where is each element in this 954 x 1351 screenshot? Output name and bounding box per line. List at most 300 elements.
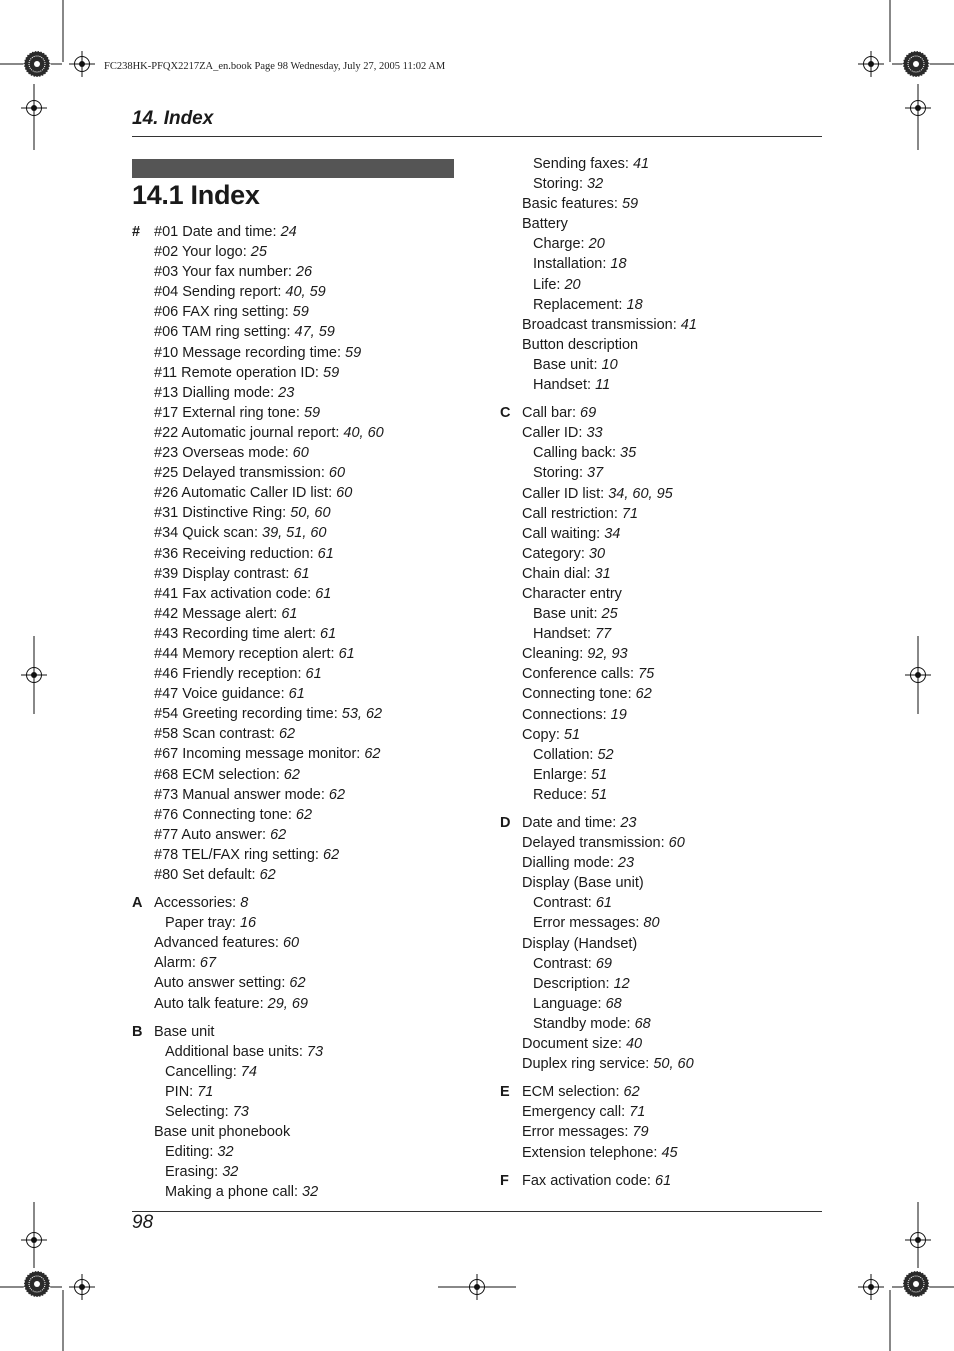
index-term: #11 Remote operation ID: [154,364,323,381]
index-entry [500,833,697,853]
index-term: #67 Incoming message monitor: [154,746,365,763]
index-subentry [500,974,697,994]
index-page-refs: 25 [250,244,267,261]
index-entry [132,403,384,423]
index-term: #77 Auto answer: [154,826,271,843]
index-page-refs: 60 [292,445,309,462]
index-subentry [500,463,697,483]
index-term: Contrast: [533,895,596,912]
index-page-refs: 61 [305,666,322,683]
index-page-refs: 51 [591,766,608,783]
index-term: Date and time: [522,815,621,831]
index-entry [132,383,384,403]
index-term: Reduce: [533,786,592,803]
index-page-refs: 40 [625,1036,643,1053]
index-page-refs: 60 [328,465,346,482]
index-entry [500,544,697,564]
index-entry [500,1102,697,1122]
index-term: Handset: [533,626,596,643]
index-subentry [500,785,697,805]
index-page-refs: 51 [563,726,581,743]
index-term: #47 Voice guidance: [154,686,289,703]
index-entry [500,813,697,833]
index-page-refs: 32 [587,176,604,193]
index-letter: B [132,1023,143,1040]
index-subentry [500,443,697,463]
index-term: Accessories: [154,895,241,912]
index-term: Editing: [165,1144,218,1161]
index-term: #54 Greeting recording time: [154,706,342,723]
index-page-refs: 61 [320,625,337,642]
index-page-refs: 69 [595,955,612,972]
index-page-refs: 68 [634,1015,651,1032]
index-term: Base unit: [533,606,602,623]
index-term: Dialling mode: [522,855,618,872]
index-term: Conference calls: [522,666,639,683]
index-entry [132,443,384,463]
index-subentry [132,913,384,933]
index-term: #13 Dialling mode: [154,384,279,401]
index-page-refs: 30 [588,545,606,562]
index-subentry [500,295,697,315]
index-entry [132,785,384,805]
index-entry [500,664,697,684]
index-page-refs: 73 [306,1043,324,1060]
index-term: PIN: [165,1083,198,1100]
index-page-refs: 20 [588,236,605,253]
index-term: #34 Quick scan: [154,525,262,542]
index-term: Cancelling: [165,1063,241,1080]
index-term: Category: [522,545,589,562]
index-subentry [500,174,697,194]
index-page-refs: 11 [595,377,611,394]
index-term: Standby mode: [533,1015,635,1032]
index-page-refs: 37 [587,465,604,482]
index-term: Cleaning: [522,646,588,663]
index-term: #36 Receiving reduction: [154,545,318,562]
index-term: Error messages: [533,915,644,932]
index-term: #80 Set default: [154,867,260,883]
index-page-refs: 59 [292,304,309,321]
index-entry [132,973,384,993]
index-term: Call bar: [522,405,581,422]
index-group [132,1022,384,1203]
index-entry [132,704,384,724]
index-term: #03 Your fax number: [154,264,296,281]
index-page-refs: 60 [282,935,300,952]
index-entry [132,765,384,785]
index-entry [132,423,384,443]
index-page-refs: 50, 60 [653,1056,694,1073]
index-page-refs: 71 [621,505,639,522]
index-entry [132,463,384,483]
index-entry [132,222,384,242]
index-term: Auto talk feature: [154,995,268,1012]
index-page-refs: 62 [259,867,276,883]
index-letter: A [132,895,143,912]
index-entry [132,544,384,564]
index-term: Fax activation code: [522,1172,655,1189]
index-subentry [500,1014,697,1034]
index-page-refs: 19 [610,706,627,723]
index-page-refs: 62 [623,1084,640,1101]
index-term: #17 External ring tone: [154,404,304,421]
index-group [500,403,697,805]
index-entry [500,1054,697,1074]
index-page-refs: 50, 60 [290,505,331,522]
index-letter: E [500,1084,510,1101]
index-term: Handset: [533,377,596,394]
index-page-refs: 62 [635,686,652,703]
index-entry [500,403,697,423]
index-term: Caller ID list: [522,485,609,502]
index-entry [500,644,697,664]
index-subentry [500,954,697,974]
index-page-refs: 34 [604,525,621,542]
index-subentry [132,1062,384,1082]
index-page-refs: 52 [597,746,614,763]
index-subentry [500,254,697,274]
index-term: Duplex ring service: [522,1056,654,1073]
index-page-refs: 62 [270,826,287,843]
index-subentry [500,893,697,913]
index-term: Battery [522,216,568,233]
index-entry [132,242,384,262]
index-page-refs: 45 [661,1144,678,1161]
index-entry [500,194,697,214]
index-subentry [132,1162,384,1182]
index-entry [132,953,384,973]
index-entry [132,1022,384,1042]
index-subentry [500,604,697,624]
index-term: Storing: [533,176,587,193]
index-term: Charge: [533,236,589,253]
index-group [500,813,697,1074]
index-page-refs: 59 [345,344,362,361]
index-page-refs: 29, 69 [267,995,308,1012]
index-page-refs: 59 [621,196,639,213]
index-term: Advanced features: [154,935,283,952]
index-term: #10 Message recording time: [154,344,346,361]
index-entry [500,484,697,504]
index-page-refs: 59 [323,364,340,381]
index-group [500,1171,697,1191]
index-subentry [132,1142,384,1162]
index-subentry [500,355,697,375]
index-entry [132,564,384,584]
index-page-refs: 20 [564,276,581,293]
index-page-refs: 23 [620,815,637,831]
index-subentry [500,994,697,1014]
index-letter: F [500,1172,509,1189]
index-page-refs: 61 [338,645,355,662]
index-term: #58 Scan contrast: [154,726,279,743]
index-page-refs: 61 [293,565,310,582]
index-term: #06 TAM ring setting: [154,324,295,341]
section-title: 14. Index [132,108,214,129]
index-entry [132,302,384,322]
index-subentry [132,1182,384,1202]
footer-rule [132,1211,822,1212]
index-subentry [500,234,697,254]
index-term: Collation: [533,746,598,763]
index-subentry [500,275,697,295]
index-page-refs: 62 [283,766,300,783]
index-term: Basic features: [522,196,622,213]
index-term: #01 Date and time: [154,224,281,240]
index-term: Connecting tone: [522,686,636,703]
index-page-refs: 62 [323,846,340,863]
index-entry [132,644,384,664]
index-term: Contrast: [533,955,596,972]
index-entry [132,503,384,523]
index-term: #39 Display contrast: [154,565,294,582]
index-page-refs: 79 [632,1124,649,1141]
index-term: Base unit: [533,356,602,373]
index-term: #42 Message alert: [154,605,282,622]
index-term: #46 Friendly reception: [154,666,306,683]
index-column-right [500,154,697,1199]
index-term: Button description [522,336,639,353]
index-term: Delayed transmission: [522,835,669,852]
index-entry [500,564,697,584]
index-entry [500,705,697,725]
index-page-refs: 71 [629,1104,646,1121]
index-entry [132,865,384,885]
index-entry [500,1082,697,1102]
index-term: Base unit phonebook [154,1124,291,1141]
index-entry [132,825,384,845]
index-term: Emergency call: [522,1104,630,1121]
index-term: #44 Memory reception alert: [154,645,339,662]
index-entry [132,994,384,1014]
index-page-refs: 16 [239,915,257,932]
index-entry [500,423,697,443]
index-subentry [500,765,697,785]
index-entry [500,315,697,335]
index-page-refs: 62 [328,786,346,803]
index-entry [132,363,384,383]
index-page-refs: 77 [595,626,612,643]
index-page-refs: 31 [594,565,611,582]
index-term: Life: [533,276,565,293]
index-term: Copy: [522,726,564,743]
index-page-refs: 73 [232,1104,249,1121]
index-page-refs: 34, 60, 95 [608,485,673,502]
index-page-refs: 18 [610,256,627,273]
index-entry [132,282,384,302]
index-term: Display (Handset) [522,935,638,952]
index-page-refs: 32 [302,1184,319,1201]
header-rule [132,136,822,137]
index-term: Alarm: [154,955,200,972]
index-entry [132,893,384,913]
index-entry [132,933,384,953]
index-term: Character entry [522,585,622,602]
index-page-refs: 51 [591,786,608,803]
index-entry [132,724,384,744]
index-term: ECM selection: [522,1084,624,1101]
index-term: #73 Manual answer mode: [154,786,329,803]
index-page-refs: 32 [217,1144,234,1161]
index-page-refs: 41 [680,316,697,333]
index-page-refs: 62 [364,746,381,763]
index-entry [132,343,384,363]
index-page-refs: 62 [289,975,306,992]
index-page-refs: 26 [295,264,313,281]
index-entry [500,214,697,234]
index-term: Paper tray: [165,915,240,932]
index-entry [132,322,384,342]
index-term: Making a phone call: [165,1184,303,1201]
index-term: #26 Automatic Caller ID list: [154,485,337,502]
index-page-refs: 24 [280,224,297,240]
index-page-refs: 74 [240,1063,257,1080]
index-page-refs: 41 [632,156,650,172]
index-subentry [500,624,697,644]
index-entry [500,1143,697,1163]
heading-bar [132,159,454,178]
index-term: Call restriction: [522,505,622,522]
index-letter: C [500,405,511,422]
index-group [132,222,384,885]
index-entry [132,744,384,764]
index-page-refs: 92, 93 [587,646,628,663]
index-page-refs: 35 [620,445,637,462]
index-term: Description: [533,975,614,992]
index-term: Document size: [522,1036,626,1053]
index-page-refs: 39, 51, 60 [262,525,327,542]
index-page-refs: 61 [281,605,298,622]
index-entry [132,483,384,503]
index-term: Call waiting: [522,525,605,542]
page-heading: 14.1 Index [132,180,260,210]
index-term: #02 Your logo: [154,244,251,261]
index-entry [500,725,697,745]
index-page-refs: 69 [580,405,597,422]
index-entry [132,262,384,282]
index-entry [500,934,697,954]
index-term: #31 Distinctive Ring: [154,505,291,522]
index-term: Chain dial: [522,565,595,582]
index-entry [132,1122,384,1142]
index-page-refs: 62 [278,726,296,743]
index-entry [500,1034,697,1054]
index-subentry [500,375,697,395]
index-subentry [500,913,697,933]
index-entry [500,524,697,544]
file-header: FC238HK-PFQX2217ZA_en.book Page 98 Wednesday, July 27, 2005 11:02 AM [104,61,446,72]
index-term: Base unit [154,1023,215,1040]
index-term: Error messages: [522,1124,633,1141]
index-page-refs: 75 [638,666,655,683]
index-term: #68 ECM selection: [154,766,284,783]
index-entry [500,504,697,524]
index-term: Replacement: [533,296,627,313]
index-subentry [500,154,697,174]
index-entry [500,853,697,873]
index-term: Auto answer setting: [154,975,290,992]
index-term: #25 Delayed transmission: [154,465,329,482]
index-term: #23 Overseas mode: [154,445,293,462]
index-term: #78 TEL/FAX ring setting: [154,846,323,863]
index-term: Selecting: [165,1104,233,1121]
index-entry [132,845,384,865]
index-term: Extension telephone: [522,1144,662,1161]
index-page-refs: 61 [288,686,305,703]
index-term: #04 Sending report: [154,284,286,301]
index-entry [500,584,697,604]
index-page-refs: 47, 59 [294,324,335,341]
index-page-refs: 40, 60 [343,424,384,441]
index-page-refs: 67 [199,955,217,972]
index-term: #43 Recording time alert: [154,625,321,642]
index-term: Calling back: [533,445,621,462]
index-term: #76 Connecting tone: [154,806,296,823]
index-group [500,1082,697,1162]
index-page-refs: 23 [617,855,635,872]
page-number: 98 [132,1212,154,1233]
index-group [500,154,697,395]
index-page-refs: 12 [613,975,630,992]
index-term: #41 Fax activation code: [154,585,316,602]
index-page-refs: 60 [336,485,353,502]
index-page-refs: 59 [303,404,321,421]
index-entry [500,1122,697,1142]
index-page-refs: 8 [240,895,249,912]
index-term: Additional base units: [165,1043,307,1060]
index-page-refs: 61 [317,545,334,562]
index-letter: D [500,815,511,831]
index-entry [132,584,384,604]
index-page-refs: 23 [278,384,295,401]
index-entry [132,624,384,644]
index-page-refs: 61 [655,1172,672,1189]
index-page-refs: 61 [315,585,332,602]
index-subentry [500,745,697,765]
index-term: Erasing: [165,1164,223,1181]
index-term: Installation: [533,256,611,273]
index-term: Enlarge: [533,766,592,783]
index-term: Caller ID: [522,425,587,442]
index-entry [132,684,384,704]
index-column-left [132,222,384,1211]
index-term: #22 Automatic journal report: [154,424,344,441]
index-page-refs: 61 [595,895,612,912]
index-term: Storing: [533,465,587,482]
index-term: #06 FAX ring setting: [154,304,293,321]
index-page-refs: 32 [222,1164,239,1181]
index-page-refs: 25 [601,606,618,623]
index-entry [132,664,384,684]
index-term: Language: [533,995,606,1012]
index-term: Display (Base unit) [522,875,644,892]
index-term: Sending faxes: [533,156,633,172]
index-page-refs: 62 [295,806,313,823]
index-subentry [132,1102,384,1122]
index-entry [132,523,384,543]
index-term: Connections: [522,706,611,723]
index-entry [132,805,384,825]
index-letter: # [132,224,141,240]
index-page-refs: 71 [197,1083,214,1100]
index-group [132,893,384,1014]
index-subentry [132,1082,384,1102]
index-entry [500,684,697,704]
index-entry [500,873,697,893]
index-page-refs: 60 [668,835,685,852]
index-page-refs: 18 [626,296,643,313]
